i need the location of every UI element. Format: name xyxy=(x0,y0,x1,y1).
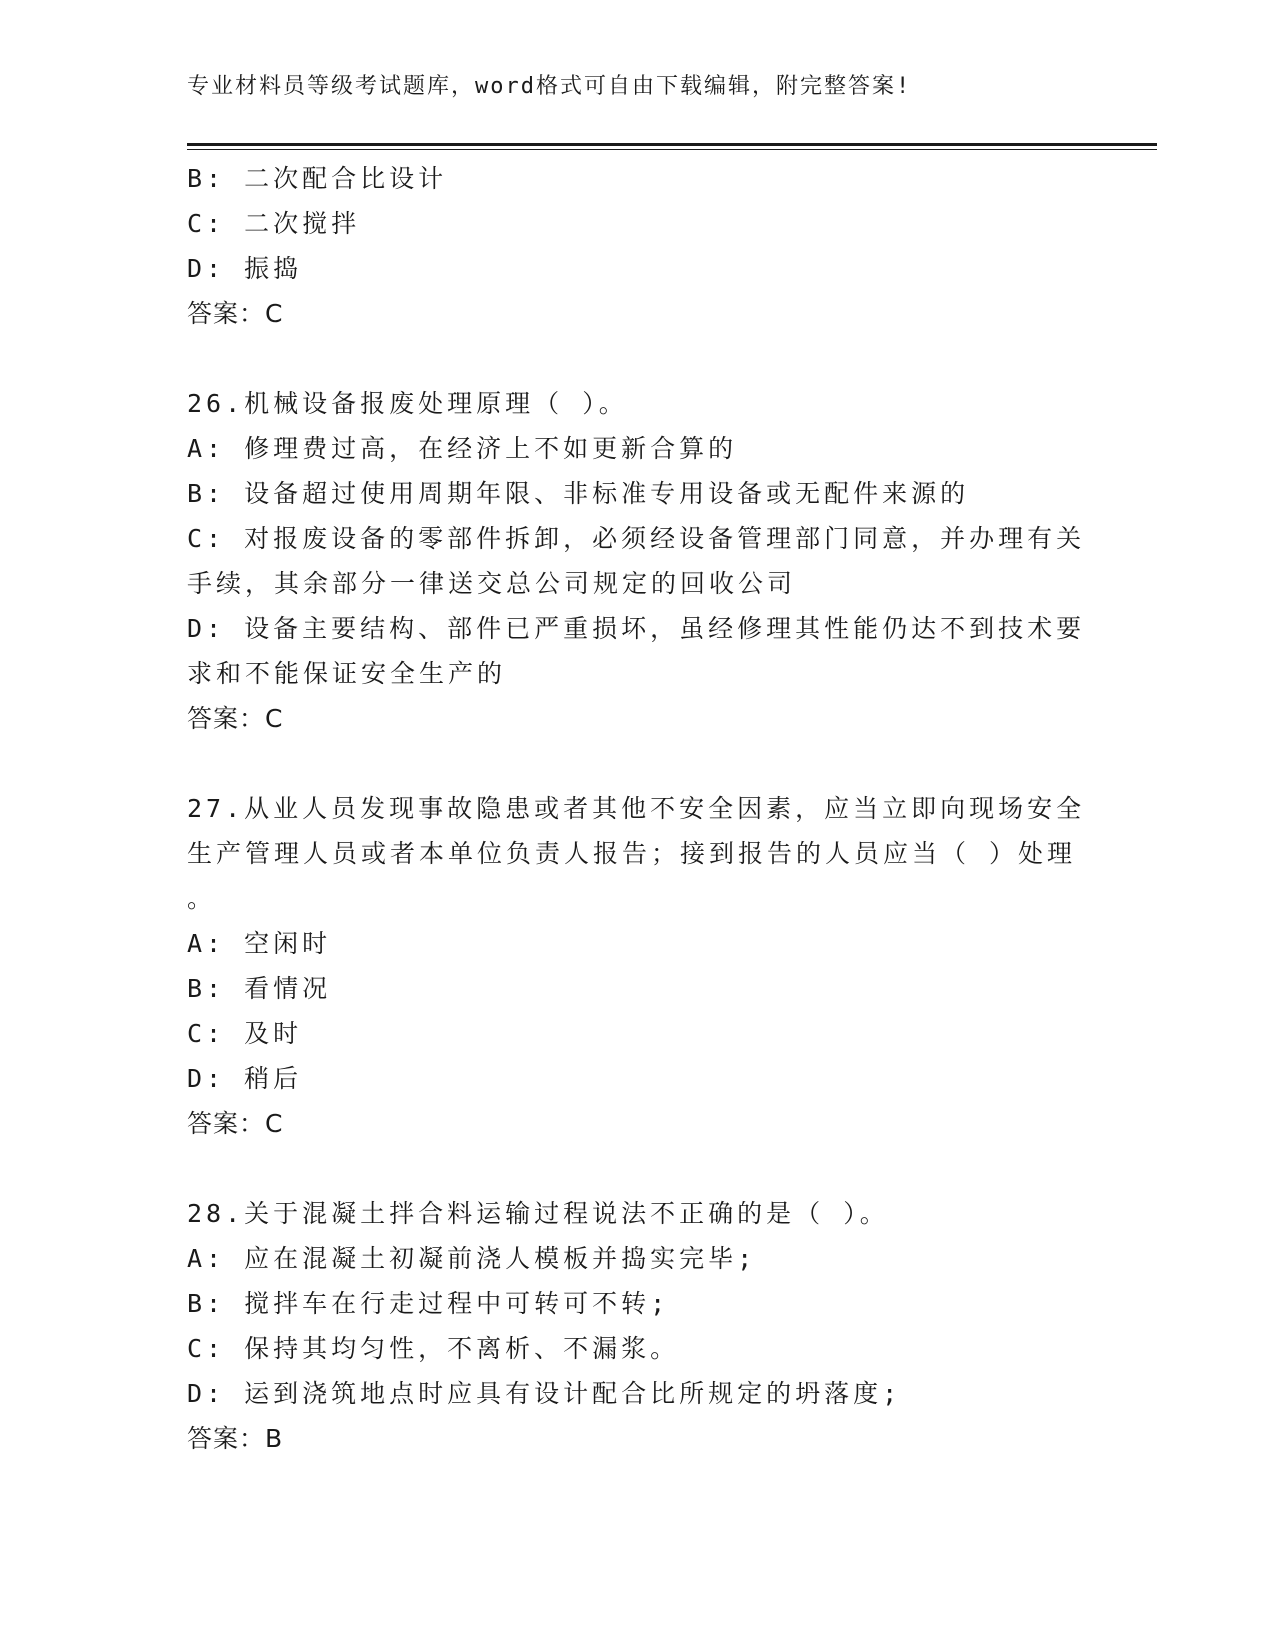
spacer xyxy=(187,741,1087,786)
question-25-tail xyxy=(187,156,1087,336)
page-header: 专业材料员等级考试题库，word格式可自由下载编辑，附完整答案! xyxy=(187,74,912,99)
option-b: B: 设备超过使用周期年限、非标准专用设备或无配件来源的 xyxy=(187,479,970,508)
option-d: D: 振捣 xyxy=(187,254,303,283)
option-c: C: 二次搅拌 xyxy=(187,209,361,238)
header-rule-thin xyxy=(187,149,1157,150)
option-c: C: 及时 xyxy=(187,1019,303,1048)
option-d: D: 设备主要结构、部件已严重损坏，虽经修理其性能仍达不到技术要 xyxy=(187,614,1086,643)
option-c-continued: 手续，其余部分一律送交总公司规定的回收公司 xyxy=(187,569,797,598)
option-b: B: 看情况 xyxy=(187,974,332,1003)
option-c: C: 对报废设备的零部件拆卸，必须经设备管理部门同意，并办理有关 xyxy=(187,524,1086,553)
option-c: C: 保持其均匀性，不离析、不漏浆。 xyxy=(187,1334,680,1363)
answer: 答案：C xyxy=(187,1109,284,1138)
answer: 答案：B xyxy=(187,1424,284,1453)
question-27 xyxy=(187,786,1087,1146)
document-body xyxy=(187,156,1087,1461)
question-26 xyxy=(187,381,1087,741)
option-d-continued: 求和不能保证安全生产的 xyxy=(187,659,507,688)
question-stem-line-1: 27.从业人员发现事故隐患或者其他不安全因素，应当立即向现场安全 xyxy=(187,794,1086,823)
header-rule-thick xyxy=(187,143,1157,146)
answer: 答案：C xyxy=(187,299,284,328)
spacer xyxy=(187,1146,1087,1191)
option-d: D: 稍后 xyxy=(187,1064,303,1093)
question-stem: 28.关于混凝土拌合料运输过程说法不正确的是（ ）。 xyxy=(187,1199,889,1228)
option-a: A: 修理费过高，在经济上不如更新合算的 xyxy=(187,434,738,463)
question-stem-line-2: 生产管理人员或者本单位负责人报告；接到报告的人员应当（ ）处理 xyxy=(187,839,1077,868)
question-stem: 26.机械设备报废处理原理（ ）。 xyxy=(187,389,628,418)
option-a: A: 应在混凝土初凝前浇人模板并捣实完毕; xyxy=(187,1244,757,1273)
option-a: A: 空闲时 xyxy=(187,929,332,958)
question-stem-line-3: 。 xyxy=(187,884,217,913)
option-b: B: 二次配合比设计 xyxy=(187,164,448,193)
answer: 答案：C xyxy=(187,704,284,733)
spacer xyxy=(187,336,1087,381)
option-d: D: 运到浇筑地点时应具有设计配合比所规定的坍落度; xyxy=(187,1379,902,1408)
question-28 xyxy=(187,1191,1087,1461)
option-b: B: 搅拌车在行走过程中可转可不转; xyxy=(187,1289,670,1318)
